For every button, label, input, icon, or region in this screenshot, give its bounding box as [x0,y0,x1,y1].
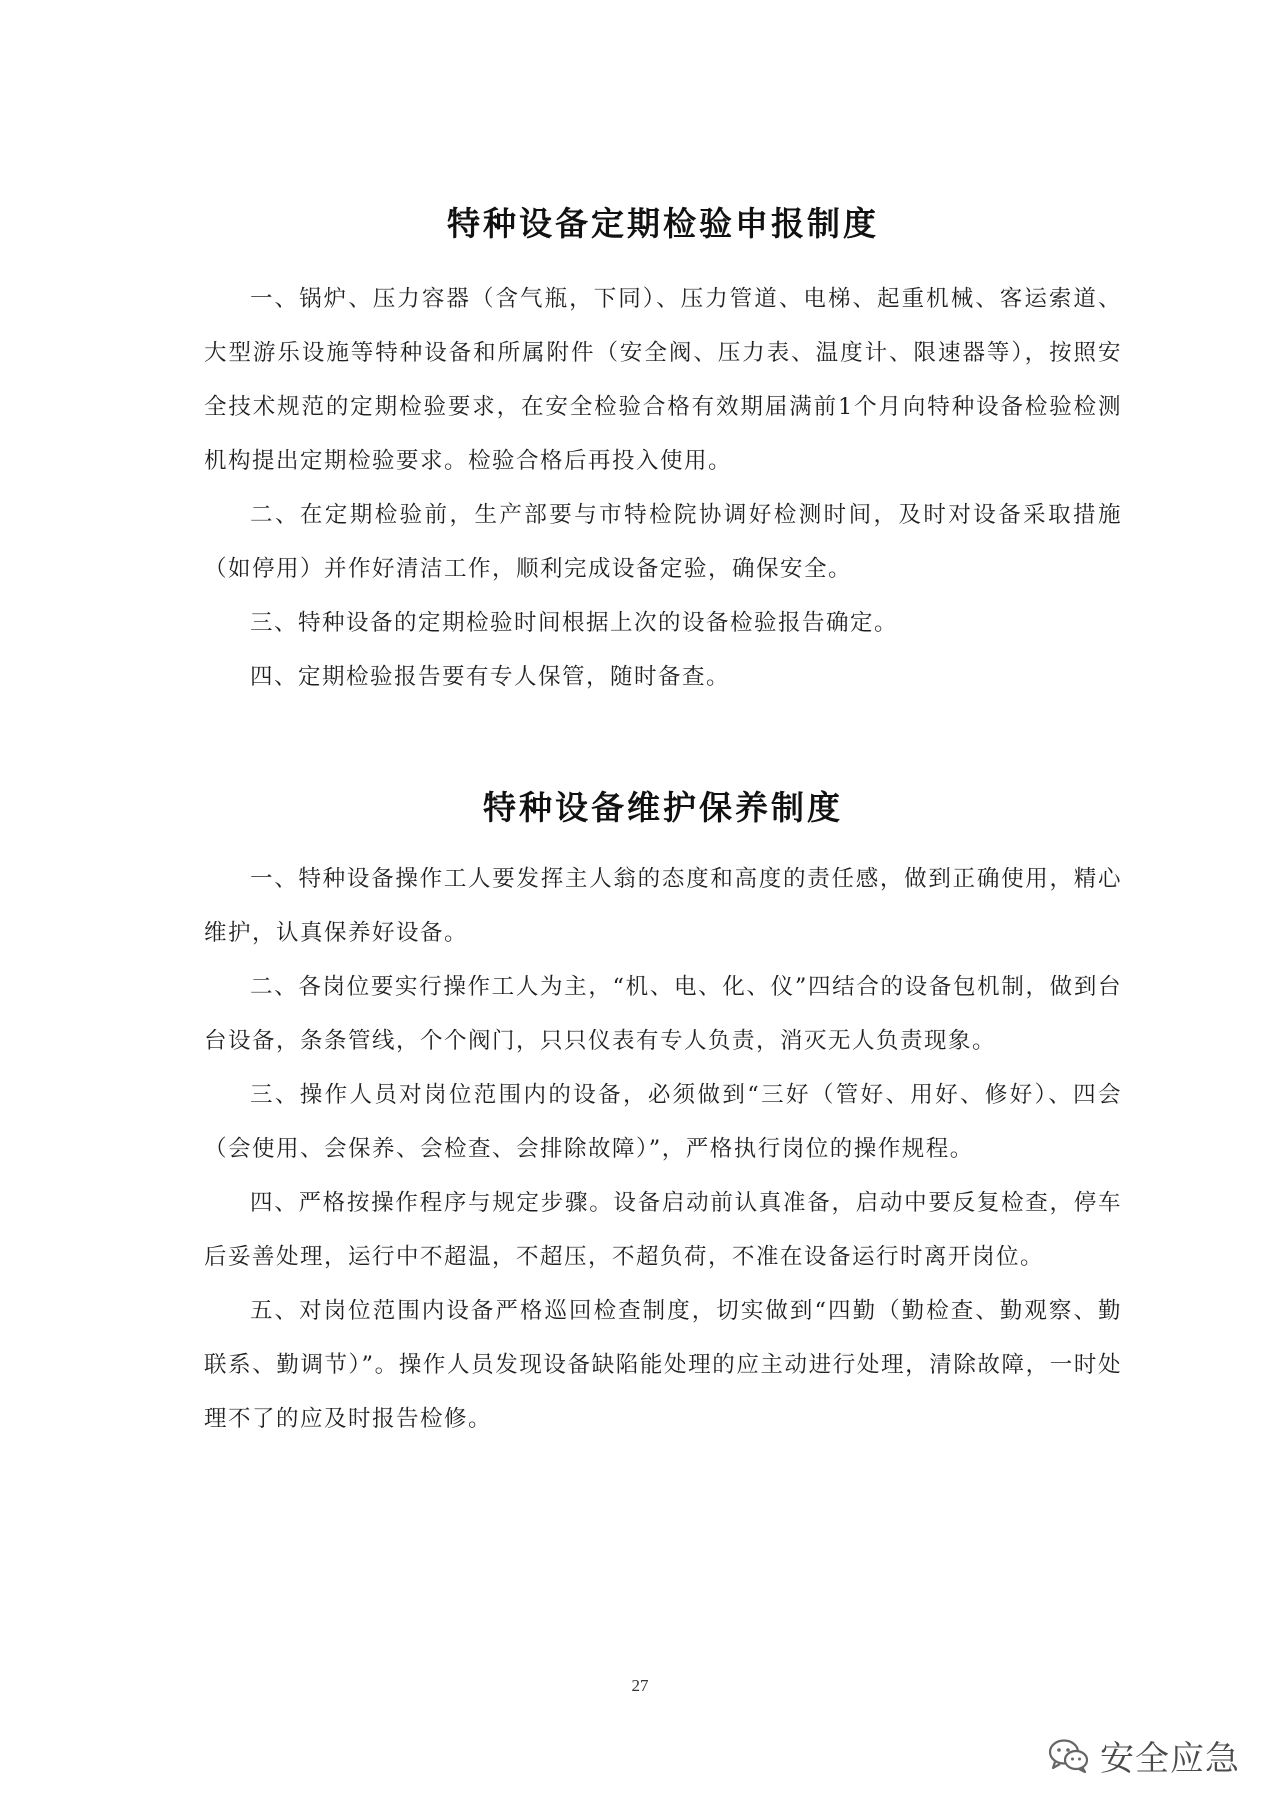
section-inspection-reporting [204,196,1122,704]
paragraph: 二、在定期检验前，生产部要与市特检院协调好检测时间，及时对设备采取措施（如停用）并作好清洁工作，顺利完成设备定验，确保安全。 [204,502,1122,582]
paragraph: 三、操作人员对岗位范围内的设备，必须做到“三好（管好、用好、修好）、四会（会使用、会保养、会检查、会排除故障）”，严格执行岗位的操作规程。 [204,1082,1122,1162]
paragraph: 一、锅炉、压力容器（含气瓶，下同）、压力管道、电梯、起重机械、客运索道、大型游乐设施等特种设备和所属附件（安全阀、压力表、温度计、限速器等），按照安全技术规范的定期检验要求，在安全检验合格有效期届满前1个月向特种设备检验检测机构提出定期检验要求。检验合格后再投入使用。 [204,286,1122,474]
paragraph: 四、严格按操作程序与规定步骤。设备启动前认真准备，启动中要反复检查，停车后妥善处理，运行中不超温，不超压，不超负荷，不准在设备运行时离开岗位。 [204,1190,1122,1270]
section-title: 特种设备定期检验申报制度 [447,204,879,243]
wechat-icon [1048,1738,1090,1774]
watermark [1048,1731,1240,1780]
paragraph: 一、特种设备操作工人要发挥主人翁的态度和高度的责任感，做到正确使用，精心维护，认真保养好设备。 [204,866,1122,946]
paragraph: 四、定期检验报告要有专人保管，随时备查。 [250,664,731,690]
section-title: 特种设备维护保养制度 [483,788,843,827]
paragraph: 五、对岗位范围内设备严格巡回检查制度，切实做到“四勤（勤检查、勤观察、勤联系、勤调节）”。操作人员发现设备缺陷能处理的应主动进行处理，清除故障，一时处理不了的应及时报告检修。 [204,1298,1122,1432]
paragraph: 二、各岗位要实行操作工人为主，“机、电、化、仪”四结合的设备包机制，做到台台设备，条条管线，个个阀门，只只仪表有专人负责，消灭无人负责现象。 [204,974,1122,1054]
paragraph: 三、特种设备的定期检验时间根据上次的设备检验报告确定。 [250,610,899,636]
watermark-text: 安全应急 [1100,1739,1240,1779]
section-maintenance [204,780,1122,1446]
page-number: 27 [631,1676,649,1695]
